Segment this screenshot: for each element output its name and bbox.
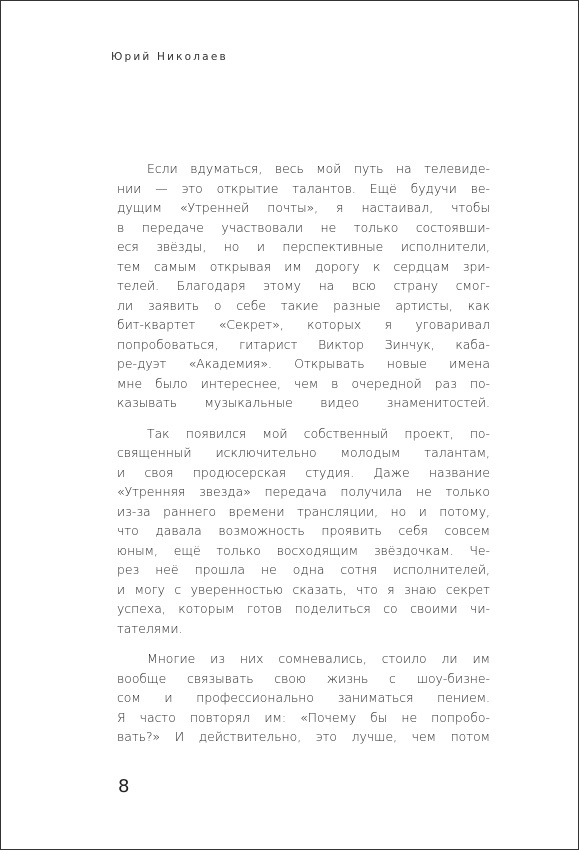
text-line: бит-квартет «Секрет», которых я уговаривал <box>117 317 490 332</box>
text-line: и своя продюсерская студия. Даже название <box>117 464 490 480</box>
text-line: вать?» И действительно, это лучше, чем потом <box>117 729 490 744</box>
text-line: Я часто повторял им: «Почему бы не попробо- <box>117 709 490 725</box>
text-line: Так появился мой собственный проект, по- <box>147 425 490 441</box>
text-line: ре-дуэт «Академия». Открывать новые имена <box>117 356 490 371</box>
text-line: тем самым открывая им дорогу к сердцам зри- <box>117 258 490 274</box>
text-line: вообще связывать свою жизнь с шоу-бизне- <box>117 670 490 686</box>
text-line: что давала возможность проявить себя совсем <box>117 523 490 538</box>
text-line: мне было интереснее, чем в очередной раз по- <box>117 375 490 391</box>
running-head-author: Юрий Николаев <box>111 51 228 63</box>
text-line: тателями. <box>117 620 183 636</box>
paragraph-2 <box>117 424 490 639</box>
text-line: из-за раннего времени трансляции, но и потому, <box>117 503 490 519</box>
text-line: «Утренняя звезда» передача получила не только <box>117 484 490 499</box>
text-line: еся звёзды, но и перспективные исполнители, <box>117 239 490 254</box>
text-line: сом и профессионально заниматься пением. <box>117 690 490 705</box>
paragraph-3 <box>117 649 490 747</box>
text-line: нии — это открытие талантов. Ещё будучи ве- <box>117 180 490 196</box>
text-line: Многие из них сомневались, стоило ли им <box>147 651 490 666</box>
text-line: юным, ещё только восходящим звёздочкам. Че- <box>117 542 490 558</box>
page-number: 8 <box>118 776 130 797</box>
text-line: рез неё прошла не одна сотня исполнителей, <box>117 562 490 577</box>
text-line: ли заявить о себе такие разные артисты, как <box>117 297 490 313</box>
text-line: и могу с уверенностью сказать, что я знаю секрет <box>117 581 490 597</box>
text-line: попробоваться, гитарист Виктор Зинчук, каба- <box>117 336 490 352</box>
text-line: священный исключительно молодым талантам, <box>117 445 490 460</box>
text-line: дущим «Утренней почты», я настаивал, чтобы <box>117 200 490 215</box>
text-line: казывать музыкальные видео знаменитостей. <box>117 395 490 410</box>
text-line: телей. Благодаря этому на всю страну смог- <box>117 278 490 293</box>
text-line: в передаче участвовали не только состоявши- <box>117 219 490 235</box>
paragraph-1 <box>117 159 490 413</box>
text-line: успеха, которым готов поделиться со своими чи- <box>117 601 490 616</box>
body-text <box>117 159 490 758</box>
text-line: Если вдуматься, весь мой путь на телевиде- <box>147 161 490 176</box>
